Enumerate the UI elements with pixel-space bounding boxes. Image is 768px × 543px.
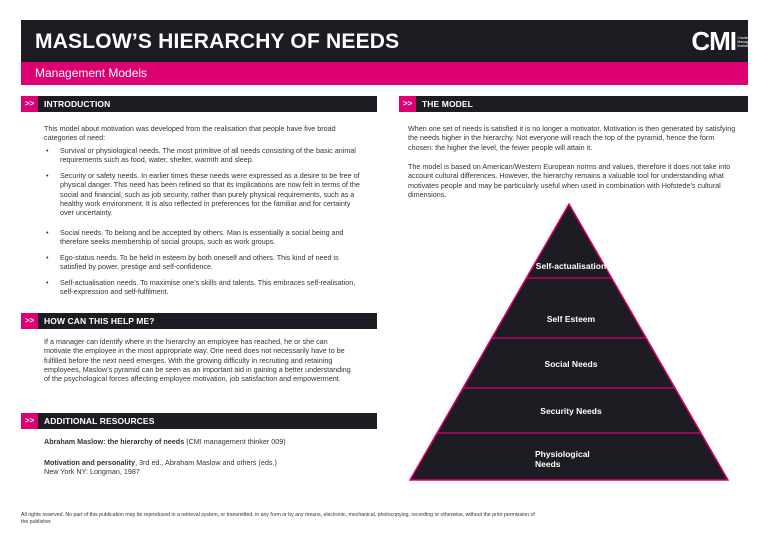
cmi-logo — [691, 26, 758, 57]
resource-item-2 — [44, 458, 364, 477]
logo-subtitle: Chartered Management Institute — [737, 36, 758, 48]
bullet-text: Ego-status needs. To be held in esteem by both oneself and others. This kind of need is satisfied by power, prestige and self-confidence. — [60, 253, 339, 272]
bullet-icon: • — [46, 146, 49, 155]
bullet-text: Survival or physiological needs. The most primitive of all needs consisting of the basic animal requirements such as food, water, shelter, warmth and sleep. — [60, 146, 356, 165]
arrow-icon: >> — [21, 413, 38, 429]
introduction-header — [21, 96, 377, 112]
bullet-icon: • — [46, 228, 49, 237]
subtitle-bar — [21, 62, 748, 85]
copyright-footer: All rights reserved. No part of this publication may be reproduced in a retrieval system, or transmitted, in any form or by any means, electronic, mechanical, photocopying, recording or otherwise, without the prior permission of the publisher. — [21, 512, 535, 525]
level-social-needs: Social Needs — [544, 359, 598, 369]
model-paragraph-2: The model is based on American/Western European norms and values, therefore it does not take into account cultural differences. However, the hierarchy remains a valuable tool for understanding what motivates people and may be particularly useful when used in combination with Hofstede’s cultural dimensions. — [408, 162, 731, 199]
model-header — [399, 96, 748, 112]
model-paragraph-1: When one set of needs is satisfied it is no longer a motivator. Motivation is then generated by satisfying the needs higher in the hierarchy. Not everyone will reach the top of the pyramid, hence the form chosen: the higher the level, the fewer people will attain it. — [408, 124, 736, 152]
help-heading: HOW CAN THIS HELP ME? — [44, 316, 155, 326]
bullet-text: Security or safety needs. In earlier times these needs were expressed as a desire to be free of physical danger. This need has been refined so that its implications are now felt in terms of the social and financial, such as job security, rather than purely physical requirements, such as a healthy work environment. It is also reflected in preferences for the familiar and for certainty over uncertainty. — [60, 171, 360, 218]
bullet-security — [46, 171, 360, 218]
logo-text: CMI — [691, 26, 736, 56]
resources-heading: ADDITIONAL RESOURCES — [44, 416, 155, 426]
help-text: If a manager can identify where in the hierarchy an employee has reached, he or she can motivate the employee in the most appropriate way. One need does not necessarily have to be fulfilled before the next need emerges. With the growing difficulty in recruiting and retaining employees, Maslow’s pyramid can be seen as an important aid in gaining a better understanding of the psychological forces affecting employee motivation, job satisfaction and empowerment. — [44, 337, 351, 384]
hierarchy-pyramid — [409, 203, 729, 481]
level-needs: Needs — [535, 459, 561, 469]
title-bar — [21, 20, 758, 62]
resource-publisher: New York NY: Longman, 1987 — [44, 467, 140, 477]
bullet-text: Social needs. To belong and be accepted by others. Man is essentially a social being and therefore seeks membership of social groups, such as work groups. — [60, 228, 344, 247]
resources-header — [21, 413, 377, 429]
bullet-icon: • — [46, 253, 49, 262]
level-security-needs: Security Needs — [540, 406, 602, 416]
level-physiological: Physiological — [535, 449, 590, 459]
resource-detail: (CMI management thinker 009) — [184, 437, 286, 446]
bullet-social — [46, 228, 360, 247]
arrow-icon: >> — [399, 96, 416, 112]
arrow-icon: >> — [21, 313, 38, 329]
bullet-self-actualisation — [46, 278, 360, 297]
resource-title: Abraham Maslow: the hierarchy of needs — [44, 437, 185, 446]
resource-title: Motivation and personality — [44, 458, 136, 467]
bullet-ego — [46, 253, 360, 272]
bullet-icon: • — [46, 171, 49, 180]
introduction-lead: This model about motivation was developed from the realisation that people have five broad categories of need: — [44, 124, 336, 143]
help-header — [21, 313, 377, 329]
introduction-heading: INTRODUCTION — [44, 99, 111, 109]
bullet-icon: • — [46, 278, 49, 287]
resource-detail: , 3rd ed., Abraham Maslow and others (eds.) — [135, 458, 277, 467]
pyramid-body — [410, 204, 728, 480]
resource-item-1 — [44, 437, 364, 446]
level-self-actualisation: Self-actualisation — [535, 261, 607, 271]
page-subtitle: Management Models — [35, 66, 148, 80]
bullet-text: Self-actualisation needs. To maximise one’s skills and talents. This embraces self-realisation, self-expression and self-fulfilment. — [60, 278, 356, 297]
page-title: MASLOW’S HIERARCHY OF NEEDS — [35, 30, 400, 53]
bullet-survival — [46, 146, 360, 165]
arrow-icon: >> — [21, 96, 38, 112]
level-self-esteem: Self Esteem — [546, 314, 596, 324]
model-heading: THE MODEL — [422, 99, 473, 109]
